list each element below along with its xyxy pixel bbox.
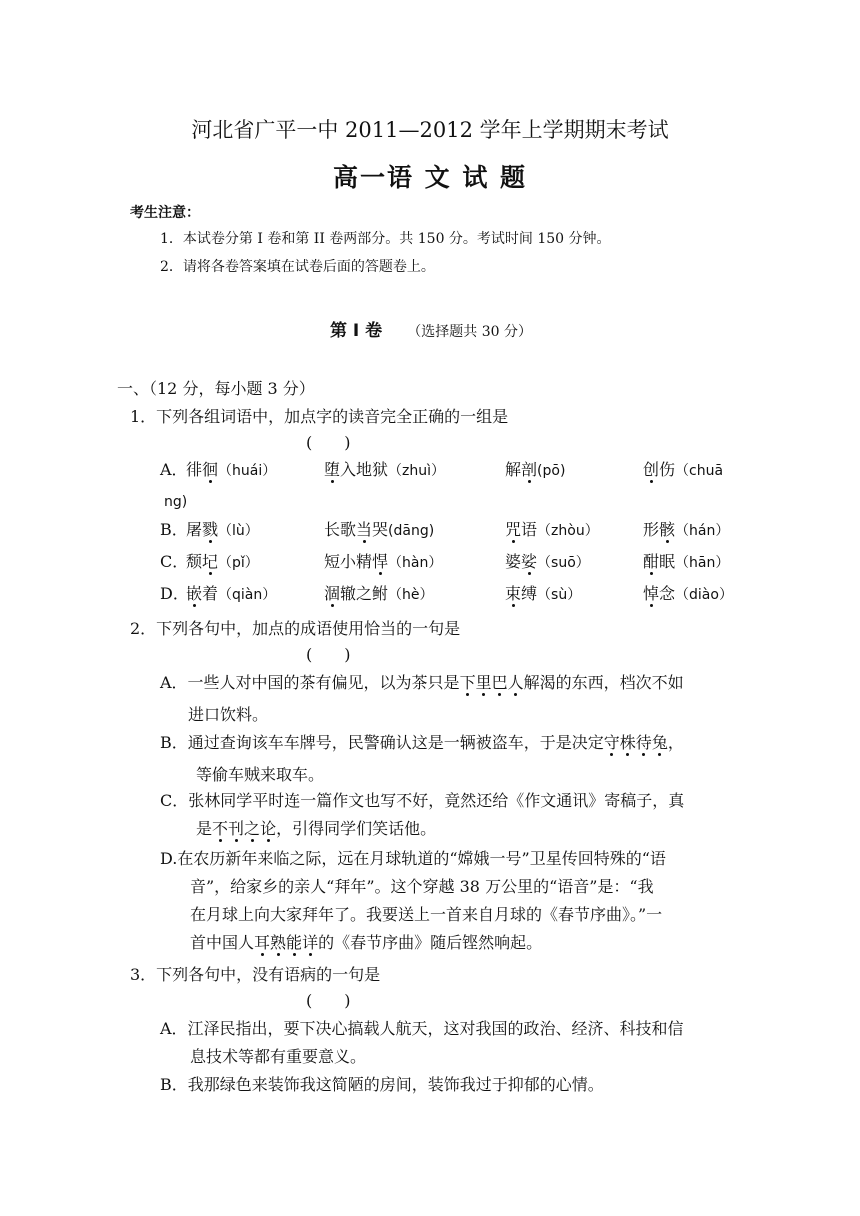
pinyin: （lù） — [218, 523, 259, 539]
dotted-char: 能 — [286, 933, 303, 952]
part-one-note: （选择题共 30 分） — [407, 324, 532, 340]
q1-answer-blank: ( ) — [306, 433, 351, 452]
q2-stem: 2．下列各句中，加点的成语使用恰当的一句是 — [130, 619, 461, 638]
dotted-char: 束 — [505, 584, 522, 603]
q1-word-item: 婆娑（suō） — [505, 552, 590, 571]
dotted-char: 悼 — [643, 584, 660, 603]
dotted-char: 耳 — [254, 933, 271, 952]
q3-stem: 3．下列各句中，没有语病的一句是 — [130, 965, 381, 984]
pinyin: （hè） — [388, 587, 434, 603]
dotted-char: 戮 — [202, 520, 219, 539]
q1-word-item: 颓圮（pǐ） — [186, 552, 259, 571]
dotted-char: 不 — [212, 819, 229, 838]
q1-word-item: 酣眠（hān） — [643, 552, 730, 571]
part-one-heading — [330, 316, 532, 341]
dotted-char: 剖 — [521, 460, 538, 479]
q2-option-d-line4: 首中国人耳熟能详的《春节序曲》随后铿然响起。 — [190, 933, 543, 952]
dotted-char: 守 — [603, 733, 620, 752]
q2-option-c-line2: 是不刊之论，引得同学们笑话他。 — [196, 819, 437, 838]
dotted-char: 酣 — [643, 552, 660, 571]
part-one-label: 第 Ⅰ 卷 — [330, 321, 383, 341]
q1-option-letter: A． — [160, 460, 188, 479]
exam-subtitle: 高一语 文 试 题 — [332, 163, 528, 192]
q2-option-b-idiom — [604, 733, 668, 752]
q1-word-item: 长歌当哭(dāng) — [324, 520, 435, 539]
q1-word-item: 解剖(pō) — [505, 460, 566, 479]
notice-item-1: 1．本试卷分第 I 卷和第 II 卷两部分。共 150 分。考试时间 150 分钟。 — [160, 231, 611, 247]
q1-option-letter: C． — [160, 552, 189, 571]
q1-stem: 1．下列各组词语中，加点字的读音完全正确的一组是 — [130, 407, 509, 426]
dotted-char: 悍 — [372, 552, 389, 571]
q1-word-item: 涸辙之鲋（hè） — [324, 584, 434, 603]
pinyin: （hān） — [675, 555, 730, 571]
q2-option-c-idiom — [212, 819, 276, 838]
dotted-char: 兔 — [651, 733, 668, 752]
dotted-char: 人 — [507, 673, 524, 692]
dotted-char: 创 — [643, 460, 660, 479]
dotted-char: 咒 — [505, 520, 522, 539]
pinyin: （huái） — [218, 463, 277, 479]
q1-word-item: 短小精悍（hàn） — [324, 552, 443, 571]
q1-word-item: 形骸（hán） — [643, 520, 730, 539]
dotted-char: 巴 — [491, 673, 508, 692]
q1-word-item: 咒语（zhòu） — [505, 520, 599, 539]
q1-option-letter: B． — [160, 520, 188, 539]
pinyin: （hàn） — [388, 555, 443, 571]
q2-option-b-line1: B．通过查询该车车牌号，民警确认这是一辆被盗车，于是决定守株待兔， — [160, 733, 684, 752]
pinyin: (pō) — [537, 463, 566, 479]
q2-option-a-idiom — [460, 673, 524, 692]
q1-word-item: 束缚（sù） — [505, 584, 582, 603]
dotted-char: 圮 — [202, 552, 219, 571]
q3-option-a-line1: A．江泽民指出，要下决心搞载人航天，这对我国的政治、经济、科技和信 — [160, 1019, 684, 1038]
dotted-char: 嵌 — [186, 584, 203, 603]
pinyin: （hán） — [675, 523, 730, 539]
dotted-char: 熟 — [270, 933, 287, 952]
q2-option-d-line1: D.在农历新年来临之际，远在月球轨道的“嫦娥一号”卫星传回特殊的“语 — [160, 849, 666, 868]
pinyin: (dāng) — [388, 523, 435, 539]
q1-word-item: 屠戮（lù） — [186, 520, 259, 539]
q2-answer-blank: ( ) — [306, 645, 351, 664]
pinyin: （suō） — [537, 555, 590, 571]
q1-word-item: 创伤（chuā — [643, 460, 724, 479]
section-one-heading: 一、（12 分，每小题 3 分） — [117, 379, 315, 398]
dotted-char: 堕 — [324, 460, 341, 479]
dotted-char: 徊 — [202, 460, 219, 479]
pinyin: （pǐ） — [218, 555, 259, 571]
q2-option-c-line1: C．张林同学平时连一篇作文也写不好，竟然还给《作文通讯》寄稿子，真 — [160, 791, 685, 810]
q2-option-b-line2: 等偷车贼来取车。 — [196, 765, 325, 784]
q1-word-item: 堕入地狱（zhuì） — [324, 460, 446, 479]
q3-option-a-line2: 息技术等都有重要意义。 — [190, 1047, 367, 1066]
dotted-char: 株 — [619, 733, 636, 752]
dotted-char: 之 — [244, 819, 261, 838]
dotted-char: 当 — [356, 520, 373, 539]
q1-word-item: 悼念（diào） — [643, 584, 733, 603]
exam-title: 河北省广平一中 2011—2012 学年上学期期末考试 — [191, 118, 669, 142]
q2-option-a-line1: A．一些人对中国的茶有偏见，以为茶只是下里巴人解渴的东西，档次不如 — [160, 673, 684, 692]
q3-answer-blank: ( ) — [306, 991, 351, 1010]
q1-word-item: 嵌着（qiàn） — [186, 584, 277, 603]
dotted-char: 娑 — [521, 552, 538, 571]
dotted-char: 详 — [302, 933, 319, 952]
q2-option-d-line2: 音”，给家乡的亲人“拜年”。这个穿越 38 万公里的“语音”是：“我 — [190, 877, 654, 896]
pinyin: （sù） — [537, 587, 582, 603]
q1-word-item: 徘徊（huái） — [186, 460, 277, 479]
dotted-char: 涸 — [324, 584, 341, 603]
pinyin: （diào） — [675, 587, 733, 603]
pinyin: （zhòu） — [537, 523, 599, 539]
dotted-char: 论 — [260, 819, 277, 838]
dotted-char: 里 — [475, 673, 492, 692]
notice-item-2: 2．请将各卷答案填在试卷后面的答题卷上。 — [160, 259, 435, 275]
q2-option-d-idiom — [254, 933, 318, 952]
dotted-char: 待 — [635, 733, 652, 752]
q1-option-letter: D． — [160, 584, 189, 603]
dotted-char: 下 — [459, 673, 476, 692]
q2-option-a-line2: 进口饮料。 — [188, 705, 269, 724]
q2-option-d-line3: 在月球上向大家拜年了。我要送上一首来自月球的《春节序曲》。”一 — [190, 905, 663, 924]
pinyin: （chuā — [675, 463, 724, 479]
notice-heading: 考生注意： — [130, 205, 200, 221]
pinyin: （qiàn） — [218, 587, 277, 603]
dotted-char: 骸 — [659, 520, 676, 539]
pinyin-wrap: ng) — [164, 494, 188, 510]
q3-option-b-line1: B．我那绿色来装饰我这简陋的房间，装饰我过于抑郁的心情。 — [160, 1075, 604, 1094]
dotted-char: 刊 — [228, 819, 245, 838]
pinyin: （zhuì） — [388, 463, 446, 479]
